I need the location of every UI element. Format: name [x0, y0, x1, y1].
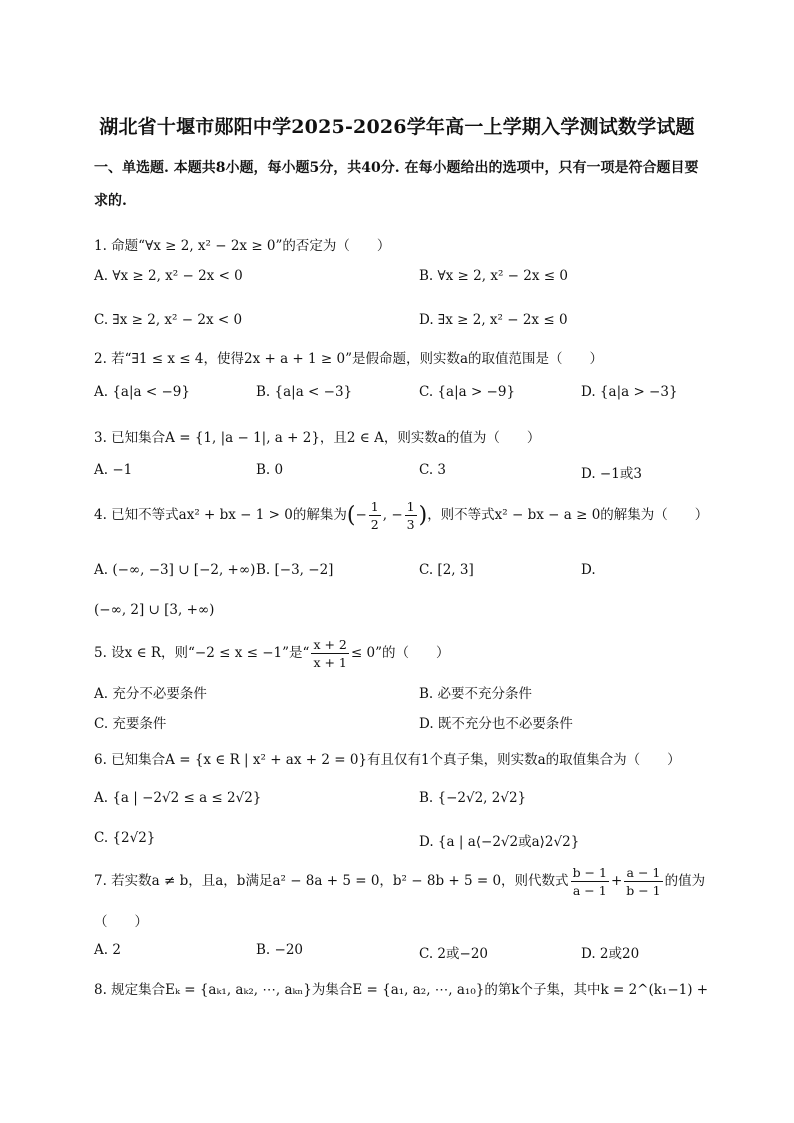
question-6-option-a: A. {a | −2√2 ≤ a ≤ 2√2}	[94, 790, 262, 806]
question-3-stem: 3. 已知集合A = {1, |a − 1|, a + 2}，且2 ∈ A，则实数a的值为（ ）	[94, 430, 541, 446]
question-8-stem: 8. 规定集合Eₖ = {aₖ₁, aₖ₂, ⋯, aₖₙ}为集合E = {a₁, a₂, ⋯, a₁₀}的第k个子集，其中k = 2^(k₁−1) +	[94, 982, 709, 998]
question-4-option-a: A. (−∞, −3] ∪ [−2, +∞)	[94, 562, 256, 578]
question-3-option-d: D. −1或3	[581, 466, 642, 482]
question-5-option-b: B. 必要不充分条件	[419, 686, 533, 702]
question-5-option-c: C. 充要条件	[94, 716, 167, 732]
question-2-option-c: C. {a|a > −9}	[419, 384, 516, 400]
question-7-option-a: A. 2	[94, 942, 121, 958]
question-7-option-b: B. −20	[256, 942, 303, 958]
question-5-option-d: D. 既不充分也不必要条件	[419, 716, 573, 732]
question-5-stem: 5. 设x ∈ R，则“−2 ≤ x ≤ −1”是“ $\frac{x + 2}{x + 1}$ ≤ 0”的（ ）	[94, 637, 450, 670]
section-heading: 一、单选题. 本题共8小题，每小题5分，共40分. 在每小题给出的选项中，只有一项是符合题目要求的.	[94, 160, 699, 209]
question-7-fraction-2: $\frac{a - 1}{b - 1}$	[626, 865, 661, 898]
question-7-option-d: D. 2或20	[581, 946, 640, 962]
question-4-fraction-1: $\frac{1}{2}$	[370, 499, 379, 532]
question-7-option-c: C. 2或−20	[419, 946, 489, 962]
question-2-stem: 2. 若“∃1 ≤ x ≤ 4，使得2x + a + 1 ≥ 0”是假命题，则实数a的取值范围是（ ）	[94, 351, 604, 367]
question-1-option-a: A. ∀x ≥ 2, x² − 2x < 0	[94, 268, 243, 284]
question-1-option-d: D. ∃x ≥ 2, x² − 2x ≤ 0	[419, 312, 568, 328]
question-4-stem: 4. 已知不等式ax² + bx − 1 > 0的解集为(− $\frac{1}{2}$ , − $\frac{1}{3}$ )，则不等式x² − bx − a ≥ 0的解集为（ ）	[94, 499, 709, 532]
question-7-stem-continued: （ ）	[94, 914, 148, 930]
question-2-option-b: B. {a|a < −3}	[256, 384, 353, 400]
question-1-option-c: C. ∃x ≥ 2, x² − 2x < 0	[94, 312, 243, 328]
question-4-option-b: B. [−3, −2]	[256, 562, 334, 578]
page-title: 湖北省十堰市郧阳中学2025-2026学年高一上学期入学测试数学试题	[99, 116, 695, 138]
question-1-stem: 1. 命题“∀x ≥ 2, x² − 2x ≥ 0”的否定为（ ）	[94, 238, 391, 254]
question-1-option-b: B. ∀x ≥ 2, x² − 2x ≤ 0	[419, 268, 568, 284]
question-6-option-b: B. {−2√2, 2√2}	[419, 790, 527, 806]
question-6-option-c: C. {2√2}	[94, 830, 156, 846]
question-4-fraction-2: $\frac{1}{3}$	[406, 499, 415, 532]
question-3-option-c: C. 3	[419, 462, 447, 478]
question-5-option-a: A. 充分不必要条件	[94, 686, 207, 702]
question-6-option-d: D. {a | a⟨−2√2或a⟩2√2}	[419, 834, 580, 850]
question-2-option-a: A. {a|a < −9}	[94, 384, 190, 400]
question-5-fraction: $\frac{x + 2}{x + 1}$	[313, 637, 347, 670]
question-4-option-c: C. [2, 3]	[419, 562, 474, 578]
question-4-option-d-continued: (−∞, 2] ∪ [3, +∞)	[94, 602, 215, 618]
question-7-stem: 7. 若实数a ≠ b，且a，b满足a² − 8a + 5 = 0，b² − 8b + 5 = 0，则代数式 $\frac{b - 1}{a - 1}$ + $\frac{a - 1}{b - 1}$ 的值为	[94, 865, 706, 898]
question-3-option-b: B. 0	[256, 462, 284, 478]
question-4-stem-post: ，则不等式x² − bx − a ≥ 0的解集为（ ）	[427, 507, 709, 523]
question-3-option-a: A. −1	[94, 462, 133, 478]
question-4-stem-pre: 4. 已知不等式ax² + bx − 1 > 0的解集为	[94, 507, 347, 523]
question-2-option-d: D. {a|a > −3}	[581, 384, 678, 400]
question-4-option-d: D.	[581, 562, 596, 578]
question-7-fraction-1: $\frac{b - 1}{a - 1}$	[572, 865, 607, 898]
question-6-stem: 6. 已知集合A = {x ∈ R | x² + ax + 2 = 0}有且仅有1个真子集，则实数a的取值集合为（ ）	[94, 752, 681, 768]
